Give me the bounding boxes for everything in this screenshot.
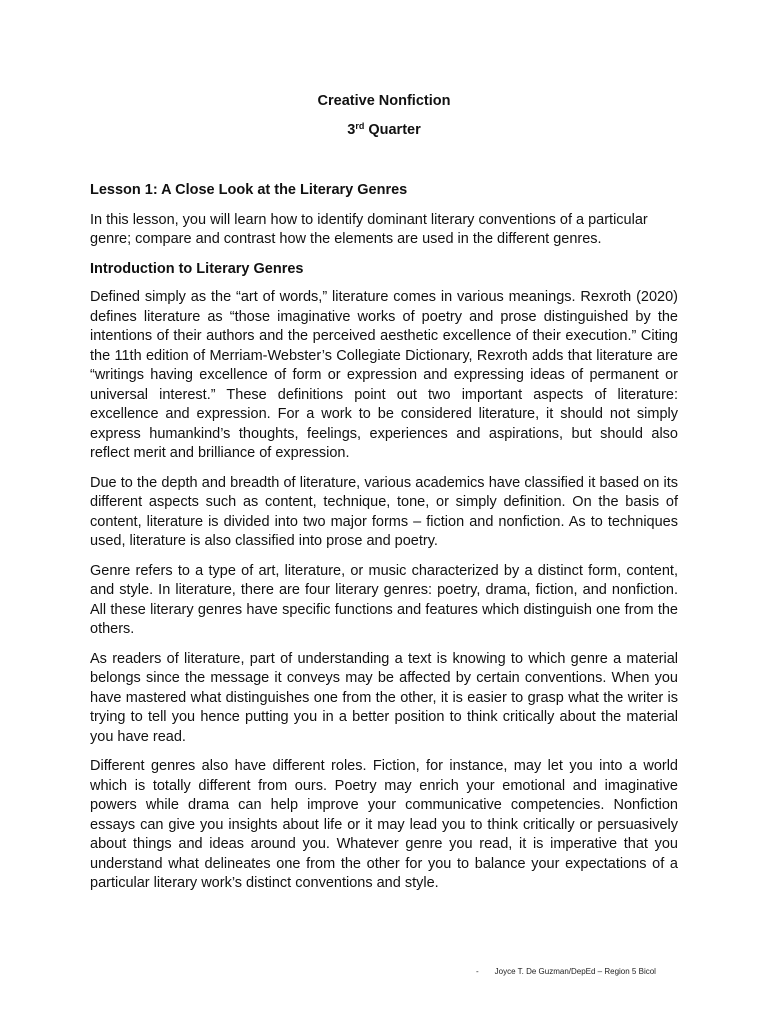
document-body <box>90 181 678 904</box>
footer-credit <box>476 967 656 976</box>
footer-dash: - <box>476 967 479 976</box>
paragraph-roles: Different genres also have different roles. Fiction, for instance, may let you into a world which is totally different from ours. Poetry may enrich your emotional and imaginative powers while drama can help improve your communicative competencies. Nonfiction essays can give you insights about life or it may lead you to think critically or persuasively about things and ideas around you. Whatever genre you read, it is imperative that you understand what delineates one from the other for you to balance your expectations of a particular literary work’s distinct conventions and style. <box>90 758 678 891</box>
course-title: Creative Nonfiction <box>317 93 451 109</box>
lesson-intro-paragraph: In this lesson, you will learn how to identify dominant literary conventions of a particular genre; compare and contrast how the elements are used in the different genres. <box>90 211 648 247</box>
paragraph-classification: Due to the depth and breadth of literature, various academics have classified it based on its different aspects such as content, technique, tone, or simply definition. On the basis of content, literature is divided into two major forms – fiction and nonfiction. As to techniques used, literature is also classified into prose and poetry. <box>90 474 678 549</box>
quarter-word: Quarter <box>368 122 421 138</box>
footer-author: Joyce T. De Guzman/DepEd – Region 5 Bicol <box>494 967 656 976</box>
lesson-heading: Lesson 1: A Close Look at the Literary Genres <box>90 182 408 198</box>
quarter-number: 3 <box>347 122 356 138</box>
paragraph-definition: Defined simply as the “art of words,” literature comes in various meanings. Rexroth (2020) defines literature as “those imaginative works of poetry and prose distinguished by the intentions of their authors and the perceived aesthetic excellence of their execution.” Citing the 11th edition of Merriam-Webster’s Collegiate Dictionary, Rexroth adds that literature are “writings having excellence of form or expression and expressing ideas of permanent or universal interest.” These definitions point out two important aspects of literature: excellence and expression. For a work to be considered literature, it should not simply express humankind’s thoughts, feelings, experiences and aspirations, but should also reflect merit and brilliance of expression. <box>90 289 678 461</box>
quarter-title <box>0 122 768 138</box>
quarter-suffix: rd <box>355 121 365 131</box>
section-heading: Introduction to Literary Genres <box>90 260 304 277</box>
paragraph-genre: Genre refers to a type of art, literature, or music characterized by a distinct form, content, and style. In literature, there are four literary genres: poetry, drama, fiction, and nonfiction. All these literary genres have specific functions and features which distinguish one from the others. <box>90 562 678 637</box>
paragraph-readers: As readers of literature, part of understanding a text is knowing to which genre a material belongs since the message it conveys may be affected by certain conventions. When you have mastered what distinguishes one from the other, it is easier to grasp what the writer is trying to tell you hence putting you in a better position to think critically about the material you have read. <box>90 650 678 745</box>
